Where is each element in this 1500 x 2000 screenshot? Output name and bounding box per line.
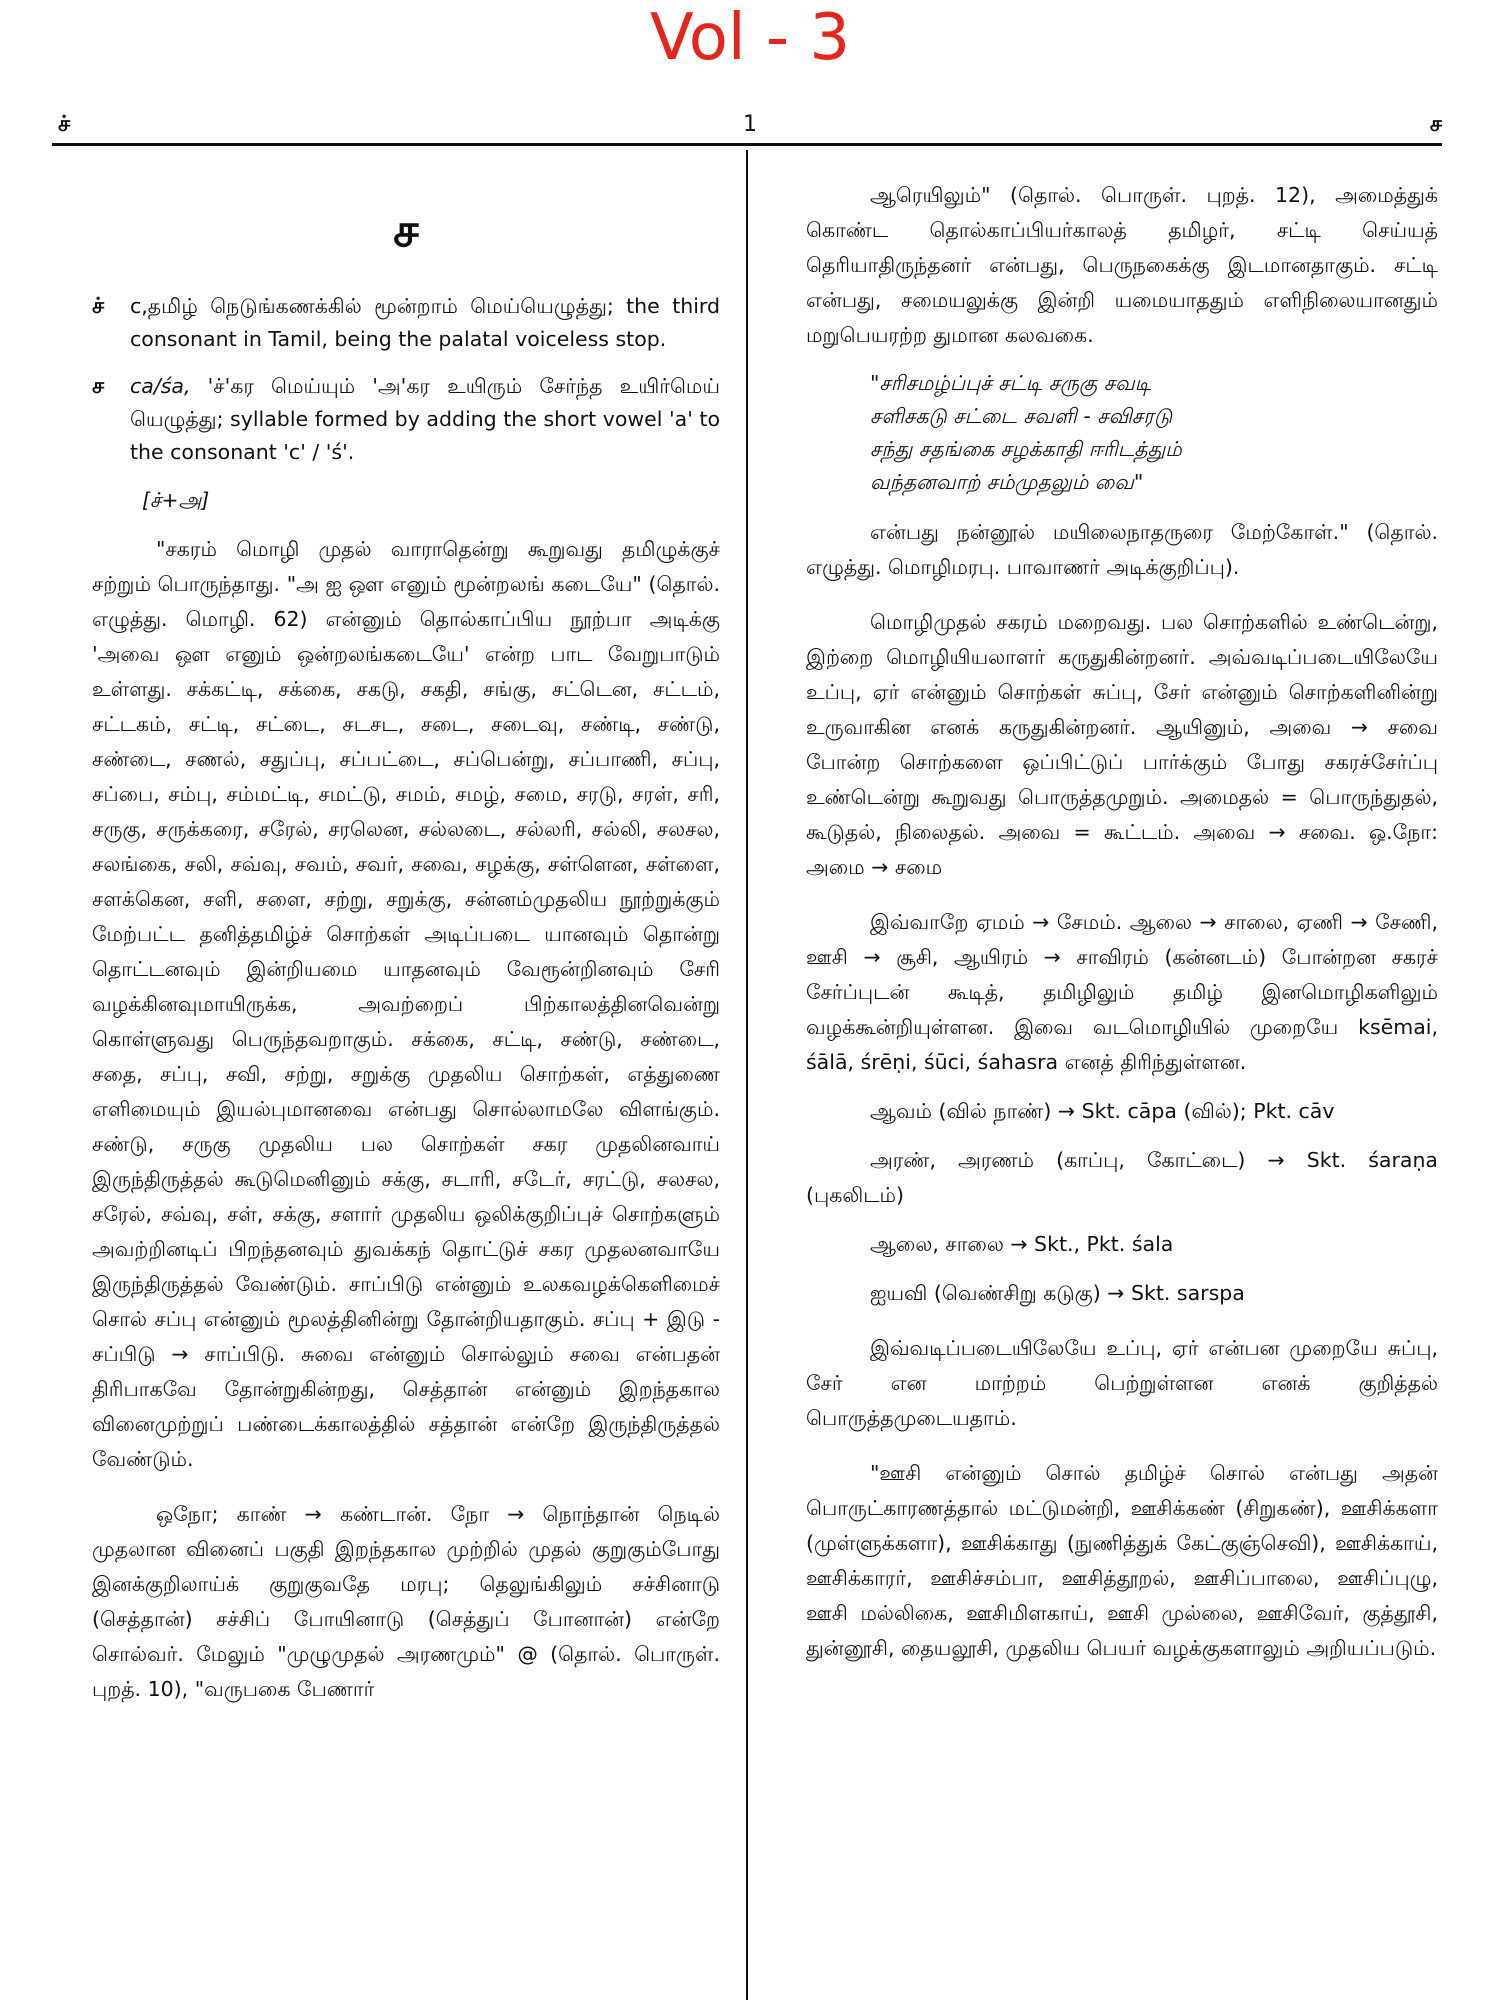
body-paragraph: "சகரம் மொழி முதல் வாராதென்று கூறுவது தமிழுக்குச் சற்றும் பொருந்தாது. "அ ஐ ஔ எனும் மூன்றலங் கடையே" (தொல். எழுத்து. மொழி. 62) என்னும் தொல்காப்பிய நூற்பா அடிக்கு 'அவை ஔ எனும் ஒன்றலங்கடையே' என்ற பாட வேறுபாடும் உள்ளது. சக்கட்டி, சக்கை, சகடு, சகதி, சங்கு, சட்டென, சட்டம், சட்டகம், சட்டி, சட்டை, சடசட, சடை, சடைவு, சண்டி, சண்டு, சண்டை, சணல், சதுப்பு, சப்பட்டை, சப்பென்று, சப்பாணி, சப்பு, சப்பை, சம்பு, சம்மட்டி, சமட்டு, சமம், சமழ், சமை, சரடு, சரள், சரி, சருகு, சருக்கரை, சரேல், சரலென, சல்லடை, சல்லரி, சல்லி, சலசல, சலங்கை, சலி, சவ்வு, சவம், சவர், சவை, சழக்கு, சள்ளென, சள்ளை, சளக்கென, சளி, சளை, சற்று, சறுக்கு, சன்னம்முதலிய நூற்றுக்கும் மேற்பட்ட தனித்தமிழ்ச் சொற்கள் அடிப்படை யானவும் தொன்று தொட்டனவும் இன்றியமை யாதனவும் வேரூன்றினவும் சேரி வழக்கினவுமாயிருக்க, அவற்றைப் பிற்காலத்தினவென்று கொள்ளுவது பெருந்தவறாகும். சக்கை, சட்டி, சண்டு, சண்டை, சதை, சப்பு, சவி, சற்று, சறுக்கு முதலிய சொற்கள், எத்துணை எளிமையும் இயல்புமானவை என்பது சொல்லாமலே விளங்கும். சண்டு, சருகு முதலிய பல சொற்கள் சகர முதலினவாய் இருந்திருத்தல் கூடுமெனினும் சக்கு, சடாரி, சடேர், சரட்டு, சலசல, சரேல், சவ்வு, சள், சக்கு, சளார் முதலிய ஒலிக்குறிப்புச் சொற்களும் அவற்றினடிப் பிறந்தனவும் துவக்கந் தொட்டுச் சகர முதலனவாயே இருந்திருத்தல் வேண்டும். சாப்பிடு என்னும் உலகவழக்கெளிமைச் சொல் சப்பு என்னும் மூலத்தினின்று தோன்றியதாகும். சப்பு + இடு - சப்பிடு → சாப்பிடு. சுவை என்னும் சொல்லும் சவை என்பதன் திரிபாகவே தோன்றுகின்றது, செத்தான் என்னும் இறந்தகால வினைமுற்றுப் பண்டைக்காலத்தில் சத்தான் என்றே இருந்திருத்தல் வேண்டும்.	[92, 537, 720, 1471]
etymology-line: அரண், அரணம் (காப்பு, கோட்டை) → Skt. śaraṇa (புகலிடம்)	[806, 1148, 1438, 1207]
verse-quotation	[806, 367, 1438, 499]
body-paragraph: என்பது நன்னூல் மயிலைநாதருரை மேற்கோள்." (தொல். எழுத்து. மொழிமரபு. பாவாணர் அடிக்குறிப்பு).	[806, 520, 1438, 579]
verse-line: "சரிசமழ்ப்புச் சட்டி சருகு சவடி	[870, 371, 1152, 395]
entry-transliteration: ca/śa,	[130, 374, 191, 398]
volume-label: Vol - 3	[649, 1, 851, 75]
etymology-line: ஆலை, சாலை → Skt., Pkt. śala	[870, 1232, 1174, 1256]
body-paragraph: மொழிமுதல் சகரம் மறைவது. பல சொற்களில் உண்டென்று, இற்றை மொழியியலாளர் கருதுகின்றனர். அவ்வடிப்படையிலேயே உப்பு, ஏர் என்னும் சொற்கள் சுப்பு, சேர் என்னும் சொற்களினின்று உருவாகின எனக் கருதுகின்றனர். ஆயினும், அவை → சவை போன்ற சொற்களை ஒப்பிட்டுப் பார்க்கும் போது சகரச்சேர்ப்பு உண்டென்று கூறுவது பொருத்தமுறும். அமைதல் = பொருந்துதல், கூடுதல், நிலைதல். அவை = கூட்டம். அவை → சவை. ஒ.நோ: அமை → சமை	[806, 610, 1438, 879]
etymology-line: ஐயவி (வெண்சிறு கடுகு) → Skt. sarspa	[870, 1281, 1245, 1305]
section-heading: ச	[393, 203, 419, 257]
column-divider	[746, 150, 748, 2000]
body-paragraph: "ஊசி என்னும் சொல் தமிழ்ச் சொல் என்பது அதன் பொருட்காரணத்தால் மட்டுமன்றி, ஊசிக்கண் (சிறுகண்), ஊசிக்களா (முள்ளுக்களா), ஊசிக்காது (நுணித்துக் கேட்குஞ்செவி), ஊசிக்காய், ஊசிக்காரர், ஊசிச்சம்பா, ஊசித்தூறல், ஊசிப்பாலை, ஊசிப்புழு, ஊசி மல்லிகை, ஊசிமிளகாய், ஊசி முல்லை, ஊசிவேர், குத்தூசி, துன்னூசி, தையலூசி, முதலிய பெயர் வழக்குகளாலும் அறியப்படும்.	[806, 1461, 1438, 1660]
entry-body: 'ச்'கர மெய்யும் 'அ'கர உயிரும் சேர்ந்த உயிர்மெய் யெழுத்து; syllable formed by adding the short vowel 'a' to the consonant 'c' / 'ś'.	[130, 374, 720, 464]
body-paragraph: இவ்வடிப்படையிலேயே உப்பு, ஏர் என்பன முறையே சுப்பு, சேர் என மாற்றம் பெற்றுள்ளன எனக் குறித்தல் பொருத்தமுடையதாம்.	[806, 1336, 1438, 1430]
running-head-right: ச	[1429, 112, 1442, 137]
entry-headword: ச	[92, 374, 105, 399]
etymology-bracket: [ச்+அ]	[142, 488, 210, 512]
verse-line: சளிசகடு சட்டை சவளி - சவிசரடு	[870, 404, 1173, 428]
body-paragraph: இவ்வாறே ஏமம் → சேமம். ஆலை → சாலை, ஏணி → சேணி, ஊசி → சூசி, ஆயிரம் → சாவிரம் (கன்னடம்) போன்றன சகரச் சேர்ப்புடன் கூடித், தமிழிலும் தமிழ் இனமொழிகளிலும் வழக்கூன்றியுள்ளன. இவை வடமொழியில் முறையே ksēmai, śālā, śrēṇi, śūci, śahasra எனத் திரிந்துள்ளன.	[806, 910, 1438, 1074]
left-column	[92, 178, 720, 1707]
page-number: 1	[743, 112, 757, 137]
body-paragraph: ஆரெயிலும்" (தொல். பொருள். புறத். 12), அமைத்துக் கொண்ட தொல்காப்பியர்காலத் தமிழர், சட்டி செய்யத் தெரியாதிருந்தனர் என்பது, பெருநகைக்கு இடமானதாகும். சட்டி என்பது, சமையலுக்கு இன்றி யமையாததும் எளிநிலையானதும் மறுபெயரற்ற துமான கலவகை.	[806, 183, 1438, 347]
running-head-left: ச்	[58, 112, 71, 137]
entry-body: c,தமிழ் நெடுங்கணக்கில் மூன்றாம் மெய்யெழுத்து; the third consonant in Tamil, being the palatal voiceless stop.	[130, 294, 720, 351]
body-paragraph: ஒநோ; காண் → கண்டான். நோ → நொந்தான் நெடில் முதலான வினைப் பகுதி இறந்தகால முற்றில் முதல் குறுகும்போது இனக்குறிலாய்க் குறுகுவதே மரபு; தெலுங்கிலும் சச்சினாடு (செத்தான்) சச்சிப் போயினாடு (செத்துப் போனான்) என்றே சொல்வர். மேலும் "முழுமுதல் அரணமும்" @ (தொல். பொருள். புறத். 10), "வருபகை பேணார்	[92, 1502, 720, 1701]
verse-line: வந்தனவாற் சம்முதலும் வை"	[870, 470, 1144, 494]
entry-headword: ச்	[92, 294, 105, 319]
right-column	[806, 178, 1438, 1666]
header-rule	[52, 143, 1442, 146]
dictionary-entry	[92, 370, 720, 469]
etymology-line: ஆவம் (வில் நாண்) → Skt. cāpa (வில்); Pkt. cāv	[870, 1099, 1335, 1123]
verse-line: சந்து சதங்கை சழக்காதி ஈரிடத்தும்	[870, 437, 1182, 461]
dictionary-entry	[92, 290, 720, 356]
